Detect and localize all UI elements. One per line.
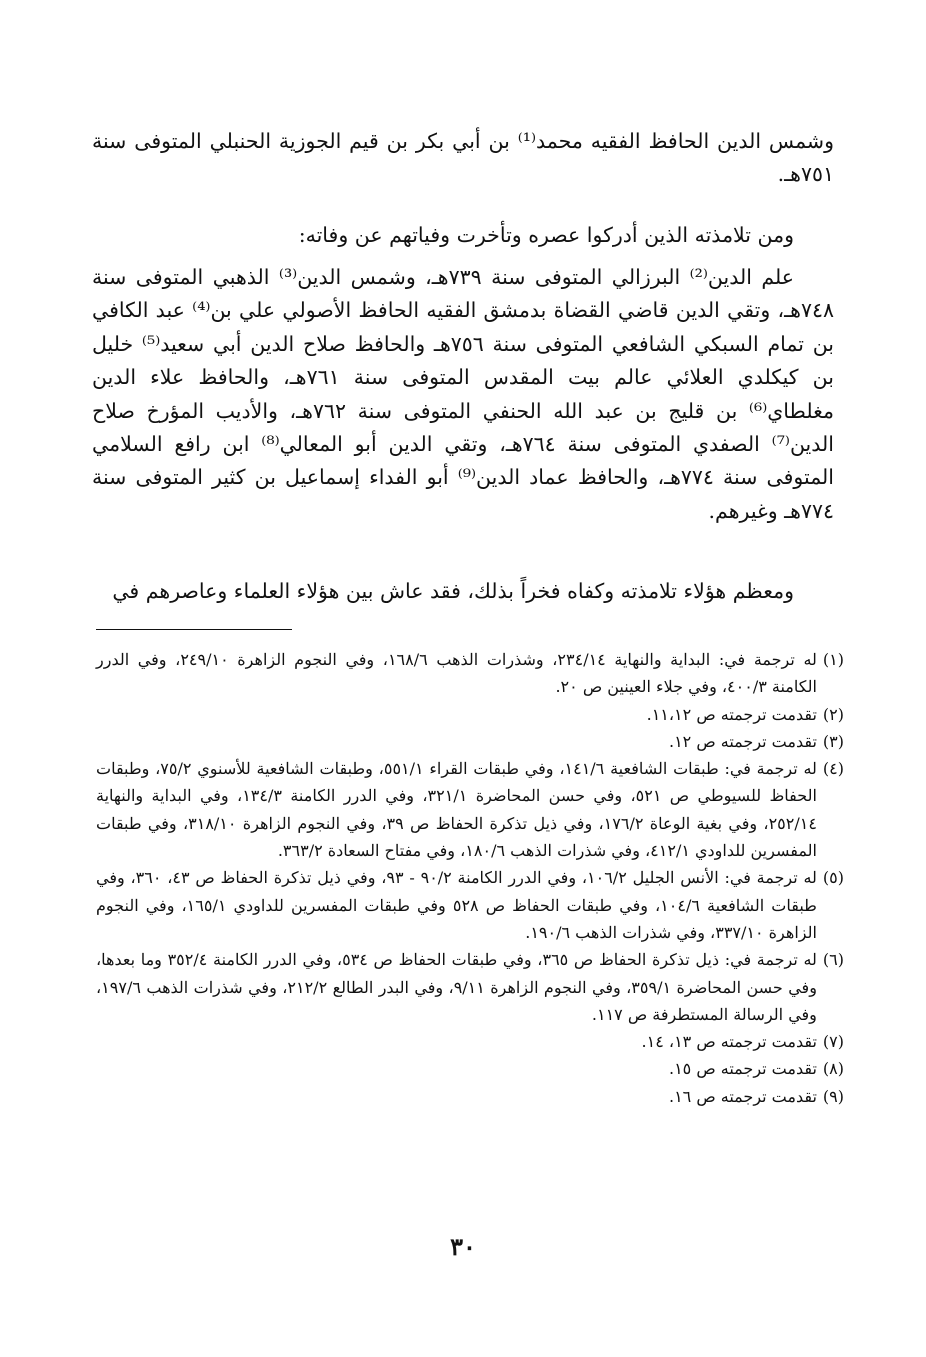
page-number: ٣٠ — [450, 1232, 476, 1261]
footnote-item — [96, 755, 844, 864]
footnote-divider — [96, 629, 292, 630]
footnote-item — [96, 1083, 844, 1110]
footnote-text: تقدمت ترجمته ص ١١،١٢. — [646, 704, 817, 724]
body-paragraph: علم الدين⁽²⁾ البرزالي المتوفى سنة ٧٣٩هـ، وشمس الدين⁽³⁾ الذهبي المتوفى سنة ٧٤٨هـ، وتقي الدين قاضي القضاة بدمشق الفقيه الحافظ الأصولي علي بن⁽⁴⁾ عبد الكافي بن تمام السبكي الشافعي المتوفى سنة ٧٥٦هـ والحافظ صلاح الدين أبي سعيد⁽⁵⁾ خليل بن كيكلدي العلائي عالم بيت المقدس المتوفى سنة ٧٦١هـ، والحافظ علاء الدين مغلطاي⁽⁶⁾ بن قليج بن عبد الله الحنفي المتوفى سنة ٧٦٢هـ، والأديب المؤرخ صلاح الدين⁽⁷⁾ الصفدي المتوفى سنة ٧٦٤هـ، وتقي الدين أبو المعالي⁽⁸⁾ ابن رافع السلامي المتوفى سنة ٧٧٤هـ، والحافظ عماد الدين⁽⁹⁾ أبو الفداء إسماعيل بن كثير المتوفى سنة ٧٧٤هـ وغيرهم. — [92, 265, 834, 523]
footnote-text: تقدمت ترجمته ص ١٣، ١٤. — [641, 1032, 817, 1052]
footnote-text: تقدمت ترجمته ص ١٥. — [668, 1059, 817, 1079]
footnote-number: (٢) — [822, 704, 844, 724]
body-paragraph: وشمس الدين الحافظ الفقيه محمد⁽¹⁾ بن أبي بكر بن قيم الجوزية الحنبلي المتوفى سنة ٧٥١هـ. — [92, 129, 834, 187]
footnotes-section — [96, 646, 844, 1110]
footnote-number: (٣) — [822, 731, 844, 751]
footnote-text: تقدمت ترجمته ص ١٦. — [668, 1086, 817, 1106]
footnote-text: له ترجمة في: الأنس الجليل ١٠٦/٢، وفي الدرر الكامنة ٩٠/٢ - ٩٣، وفي ذيل تذكرة الحفاظ ص ٤٣، ٣٦٠، وفي طبقات الشافعية ١٠٤/٦، وفي طبقات الحفاظ ص ٥٢٨ وفي طبقات المفسرين للداودي ١٦٥/١، وفي النجوم الزاهرة ٣٣٧/١٠، وفي شذرات الذهب ١٩٠/٦. — [96, 868, 817, 942]
footnote-text: تقدمت ترجمته ص ١٢. — [668, 731, 817, 751]
footnote-item — [96, 728, 844, 755]
footnote-number: (٤) — [822, 759, 844, 779]
footnote-item — [96, 1028, 844, 1055]
footnote-number: (٧) — [822, 1032, 844, 1052]
footnote-number: (٦) — [822, 950, 844, 970]
footnote-text: له ترجمة في: طبقات الشافعية ١٤١/٦، وفي طبقات القراء ٥٥١/١، وطبقات الشافعية للأسنوي ٧٥/٢، وطبقات الحفاظ للسيوطي ص ٥٢١، وفي حسن المحاضرة ٣٢١/١، وفي الدرر الكامنة ١٣٤/٣، وفي البداية والنهاية ٢٥٢/١٤، وفي بغية الوعاة ١٧٦/٢، وفي ذيل تذكرة الحفاظ ص ٣٩، وفي النجوم الزاهرة ٣١٨/١٠، وفي طبقات المفسرين للداودي ٤١٢/١، وفي شذرات الذهب ١٨٠/٦، وفي مفتاح السعادة ٣٦٣/٢. — [96, 759, 817, 861]
footnote-number: (١) — [822, 650, 844, 669]
footnote-number: (٩) — [822, 1086, 844, 1106]
footnote-number: (٥) — [822, 868, 844, 888]
footnote-text: له ترجمة في: البداية والنهاية ٢٣٤/١٤، وشذرات الذهب ١٦٨/٦، وفي النجوم الزاهرة ٢٤٩/١٠، وفي الدرر الكامنة ٤٠٠/٣، وفي جلاء العينين ص ٢٠. — [96, 650, 817, 697]
footnote-item — [96, 701, 844, 728]
footnote-item — [96, 1055, 844, 1082]
footnote-number: (٨) — [822, 1059, 844, 1079]
footnote-text: له ترجمة في: ذيل تذكرة الحفاظ ص ٣٦٥، وفي طبقات الحفاظ ص ٥٣٤، وفي الدرر الكامنة ٣٥٢/٤ وما بعدها، وفي حسن المحاضرة ٣٥٩/١، وفي النجوم الزاهرة ٩/١١، وفي البدر الطالع ٢١٢/٢، وفي شذرات الذهب ١٩٧/٦، وفي الرسالة المستطرفة ص ١١٧. — [96, 950, 817, 1024]
body-paragraph: ومن تلامذته الذين أدركوا عصره وتأخرت وفياتهم عن وفاته: — [298, 223, 794, 247]
footnote-item — [96, 646, 844, 701]
body-paragraph: ومعظم هؤلاء تلامذته وكفاه فخراً بذلك، فقد عاش بين هؤلاء العلماء وعاصرهم في — [112, 579, 794, 603]
footnote-item — [96, 946, 844, 1028]
footnote-item — [96, 864, 844, 946]
